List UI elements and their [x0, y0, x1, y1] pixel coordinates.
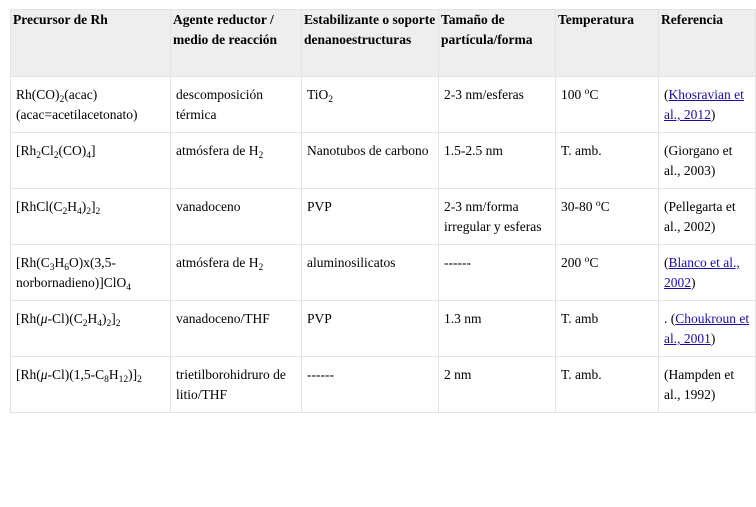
cell-support: aluminosilicatos	[302, 245, 439, 301]
cell-temperature: T. amb	[556, 301, 659, 357]
cell-size: 1.3 nm	[439, 301, 556, 357]
table-row	[11, 133, 756, 189]
cell-support: PVP	[302, 301, 439, 357]
cell-reference: (Blanco et al., 2002)	[659, 245, 756, 301]
table-container	[10, 9, 750, 413]
table-row	[11, 245, 756, 301]
cell-support: ------	[302, 357, 439, 413]
reference-link[interactable]: Khosravian et al., 2012	[664, 87, 744, 122]
reference-link[interactable]: Choukroun et al., 2001	[664, 311, 750, 346]
cell-precursor: $[Rh(\mu-Cl)(1,5-C_8H_{12})]_2$	[11, 357, 171, 413]
cell-support: TiO$_2$	[302, 77, 439, 133]
reference-link[interactable]: Blanco et al., 2002	[664, 255, 740, 290]
cell-agent: atmósfera de $H_2$	[171, 133, 302, 189]
cell-support: PVP	[302, 189, 439, 245]
cell-precursor: $Rh(CO)_2(acac)$ (acac=acetilacetonato)	[11, 77, 171, 133]
cell-precursor: $[Rh(\mu-Cl)(C_2H_4)_2]_2$	[11, 301, 171, 357]
cell-precursor: $[Rh(C_3H_6O)x(3,5-norbornadieno)]ClO_4$	[11, 245, 171, 301]
cell-size: 2-3 nm/forma irregular y esferas	[439, 189, 556, 245]
cell-reference: (Hampden et al., 1992)	[659, 357, 756, 413]
header-reducing-agent: Agente reductor / medio de reacción	[171, 10, 302, 77]
header-reference: Referencia	[659, 10, 756, 77]
cell-agent: descomposición térmica	[171, 77, 302, 133]
cell-size: 2-3 nm/esferas	[439, 77, 556, 133]
cell-reference: . (Choukroun et al., 2001)	[659, 301, 756, 357]
table-row	[11, 301, 756, 357]
cell-temperature: T. amb.	[556, 357, 659, 413]
cell-agent: vanadoceno/THF	[171, 301, 302, 357]
header-temperature: Temperatura	[556, 10, 659, 77]
header-row	[11, 10, 756, 77]
cell-agent: trietilborohidruro de litio/THF	[171, 357, 302, 413]
cell-precursor: $[Rh_2Cl_2(CO)_4]$	[11, 133, 171, 189]
header-stabilizer: Estabilizante o soporte denanoestructuras	[302, 10, 439, 77]
rhodium-nanoparticles-table	[10, 9, 756, 413]
cell-temperature: T. amb.	[556, 133, 659, 189]
cell-size: 2 nm	[439, 357, 556, 413]
cell-reference: (Giorgano et al., 2003)	[659, 133, 756, 189]
cell-reference: (Khosravian et al., 2012)	[659, 77, 756, 133]
header-precursor: Precursor de Rh	[11, 10, 171, 77]
cell-support: Nanotubos de carbono	[302, 133, 439, 189]
cell-agent: vanadoceno	[171, 189, 302, 245]
cell-precursor: $[RhCl(C_2H_4)_2]_2$	[11, 189, 171, 245]
cell-temperature: 100 $^o$C	[556, 77, 659, 133]
table-row	[11, 357, 756, 413]
cell-temperature: 200 $^o$C	[556, 245, 659, 301]
table-row	[11, 77, 756, 133]
cell-reference: (Pellegarta et al., 2002)	[659, 189, 756, 245]
header-particle-size: Tamaño de partícula/forma	[439, 10, 556, 77]
cell-temperature: 30-80 $^o$C	[556, 189, 659, 245]
cell-size: 1.5-2.5 nm	[439, 133, 556, 189]
cell-size: ------	[439, 245, 556, 301]
cell-agent: atmósfera de $H_2$	[171, 245, 302, 301]
table-row	[11, 189, 756, 245]
